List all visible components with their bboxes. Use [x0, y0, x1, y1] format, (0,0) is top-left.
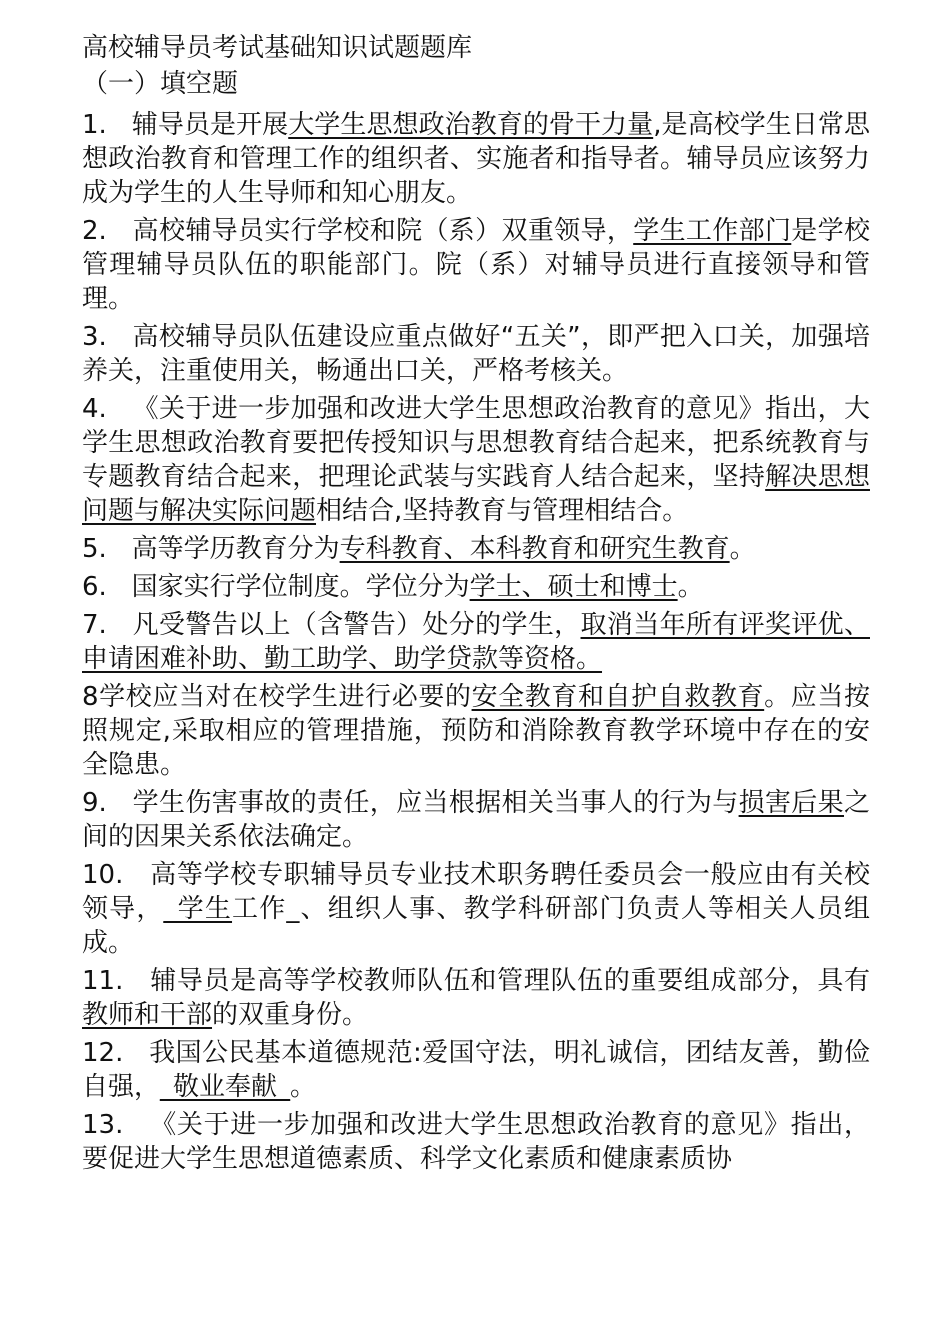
question-item [82, 1108, 870, 1176]
answer-underlined: 学士、硕士和博士 [469, 572, 678, 602]
answer-underlined: 学生工作部门 [633, 216, 792, 246]
answer-underlined: 专科教育、本科教育和研究生教育 [339, 534, 730, 564]
answer-underlined: 损害后果 [738, 788, 844, 818]
answer-underlined: _敬业奉献_ [160, 1072, 291, 1102]
question-item [82, 964, 870, 1032]
question-text: 辅导员是高等学校教师队伍和管理队伍的重要组成部分，具有 [123, 966, 870, 996]
question-item [82, 858, 870, 960]
question-text: 。 [729, 534, 756, 564]
question-text: 辅导员是开展 [106, 110, 289, 140]
question-item [82, 786, 870, 854]
question-text: 凡受警告以上（含警告）处分的学生， [106, 610, 581, 640]
answer-underlined: 解决思想问题与解决实际问题 [82, 462, 870, 526]
question-number: 7. [82, 610, 107, 640]
question-item [82, 392, 870, 528]
question-item [82, 680, 870, 782]
question-text: 学校应当对在校学生进行必要的 [98, 682, 472, 712]
question-number: 8 [82, 682, 99, 712]
question-number: 9. [82, 788, 107, 818]
question-number: 1. [82, 110, 107, 140]
question-text: 相结合,坚持教育与管理相结合。 [316, 496, 689, 526]
question-number: 6. [82, 572, 107, 602]
answer-underlined: 大学生思想政治教育的骨干力量 [288, 110, 654, 140]
question-text: 《关于进一步加强和改进大学生思想政治教育的意见》指出，要促进大学生思想道德素质、科学文化素质和健康素质协 [82, 1110, 870, 1174]
question-text: 之间的因果关系依法确定。 [82, 788, 870, 852]
question-text: 是学校管理辅导员队伍的职能部门。院（系）对辅导员进行直接领导和管理。 [82, 216, 870, 314]
question-number: 10. [82, 860, 124, 890]
answer-underlined: _学生 [163, 894, 233, 924]
question-text: 高校辅导员实行学校和院（系）双重领导， [106, 216, 634, 246]
question-item [82, 608, 870, 676]
answer-underlined: 教师和干部 [82, 1000, 213, 1030]
question-text: 工作_、组织人事、教学科研部门负责人等相关人员组成。 [82, 894, 870, 958]
answer-underlined: 安全教育和自护自救教育 [471, 682, 765, 712]
question-item [82, 214, 870, 316]
question-text: ,是高校学生日常思想政治教育和管理工作的组织者、实施者和指导者。辅导员应该努力成为学生的人生导师和知心朋友。 [82, 110, 870, 208]
question-number: 2. [82, 216, 107, 246]
question-item [82, 320, 870, 388]
section-heading: （一）填空题 [82, 69, 239, 99]
answer-underlined: 取消当年所有评奖评优、申请困难补助、勤工助学、助学贷款等资格。 [82, 610, 870, 674]
question-list [82, 108, 870, 1176]
question-text: 学生伤害事故的责任，应当根据相关当事人的行为与 [106, 788, 739, 818]
question-number: 3. [82, 322, 107, 352]
question-text: 。 [290, 1072, 317, 1102]
question-number: 4. [82, 394, 107, 424]
question-number: 13. [82, 1110, 124, 1140]
question-number: 5. [82, 534, 107, 564]
question-item [82, 1036, 870, 1104]
question-item [82, 532, 870, 566]
question-text: 高校辅导员队伍建设应重点做好“五关”，即严把入口关，加强培养关，注重使用关，畅通出口关，严格考核关。 [82, 322, 870, 386]
question-text: 《关于进一步加强和改进大学生思想政治教育的意见》指出，大学生思想政治教育要把传授知识与思想教育结合起来，把系统教育与专题教育结合起来，把理论武装与实践育人结合起来，坚持 [82, 394, 870, 492]
question-text: 高等学历教育分为 [106, 534, 340, 564]
question-number: 11. [82, 966, 124, 996]
question-text: 我国公民基本道德规范:爱国守法，明礼诚信，团结友善，勤俭自强， [82, 1038, 870, 1102]
question-item [82, 570, 870, 604]
question-item [82, 108, 870, 210]
document-title: 高校辅导员考试基础知识试题题库 [82, 33, 473, 63]
question-text: 高等学校专职辅导员专业技术职务聘任委员会一般应由有关校领导， [82, 860, 870, 924]
question-text: 。 [677, 572, 704, 602]
question-number: 12. [82, 1038, 124, 1068]
question-text: 。应当按照规定,采取相应的管理措施，预防和消除教育教学环境中存在的安全隐患。 [82, 682, 870, 780]
question-text: 的双重身份。 [212, 1000, 369, 1030]
question-text: 国家实行学位制度。学位分为 [106, 572, 470, 602]
